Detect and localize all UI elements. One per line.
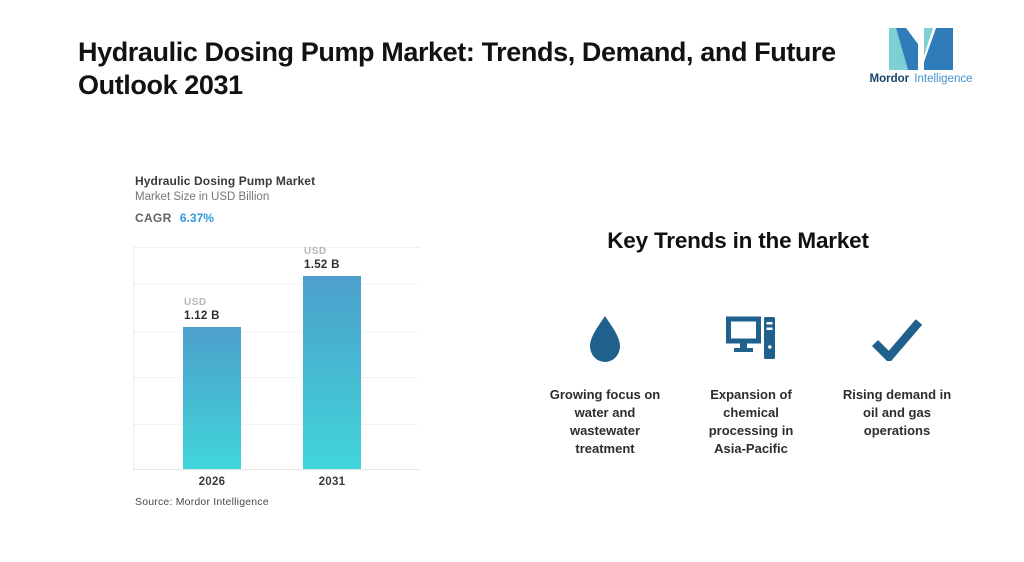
page-title — [78, 36, 878, 102]
trend-caption: Rising demand in oil and gas operations — [842, 387, 952, 438]
chart-source: Source: Mordor Intelligence — [135, 496, 269, 508]
x-axis-label-2031: 2031 — [318, 476, 346, 488]
gridline — [134, 284, 420, 285]
cagr-value: 6.37% — [179, 211, 214, 225]
bar-value-label — [304, 246, 340, 271]
bar-unit-label: USD — [184, 297, 207, 308]
mordor-intelligence-logo — [862, 28, 980, 85]
bar-value-label — [184, 297, 220, 322]
bar-2026 — [183, 327, 241, 469]
chart-header — [135, 174, 315, 203]
bar-2031 — [303, 276, 361, 469]
trend-item — [532, 314, 678, 458]
trend-caption: Growing focus on water and wastewater treatment — [549, 387, 661, 456]
logo-text-mordor: Mordor — [869, 73, 910, 85]
checkmark-icon — [871, 314, 923, 364]
trend-row — [532, 314, 970, 458]
logo-wordmark — [862, 73, 980, 85]
cagr-label: CAGR — [135, 211, 172, 225]
key-trends-section — [532, 228, 970, 458]
bar-value-text: 1.12 B — [184, 310, 220, 322]
bar-chart-plot — [133, 246, 420, 488]
trend-item — [824, 314, 970, 458]
gridline — [134, 377, 420, 378]
chart-subtitle: Market Size in USD Billion — [135, 191, 270, 203]
cagr-row — [135, 211, 214, 225]
gridline — [134, 331, 420, 332]
desktop-computer-icon — [726, 314, 776, 364]
bar-value-text: 1.52 B — [304, 259, 340, 271]
x-axis-label-2026: 2026 — [198, 476, 226, 488]
chart-title: Hydraulic Dosing Pump Market — [135, 174, 316, 188]
trend-caption: Expansion of chemical processing in Asia-Pacific — [708, 387, 794, 456]
gridline — [134, 424, 420, 425]
bar-unit-label: USD — [304, 246, 327, 257]
trend-item — [678, 314, 824, 458]
page-title-line1: Hydraulic Dosing Pump Market: Trends, Demand, and Future — [78, 37, 836, 67]
page-title-line2: Outlook 2031 — [78, 70, 243, 100]
logo-text-intelligence: Intelligence — [914, 73, 973, 85]
water-drop-icon — [587, 314, 623, 364]
mordor-logo-mark-icon — [888, 28, 954, 70]
key-trends-heading: Key Trends in the Market — [607, 228, 869, 253]
